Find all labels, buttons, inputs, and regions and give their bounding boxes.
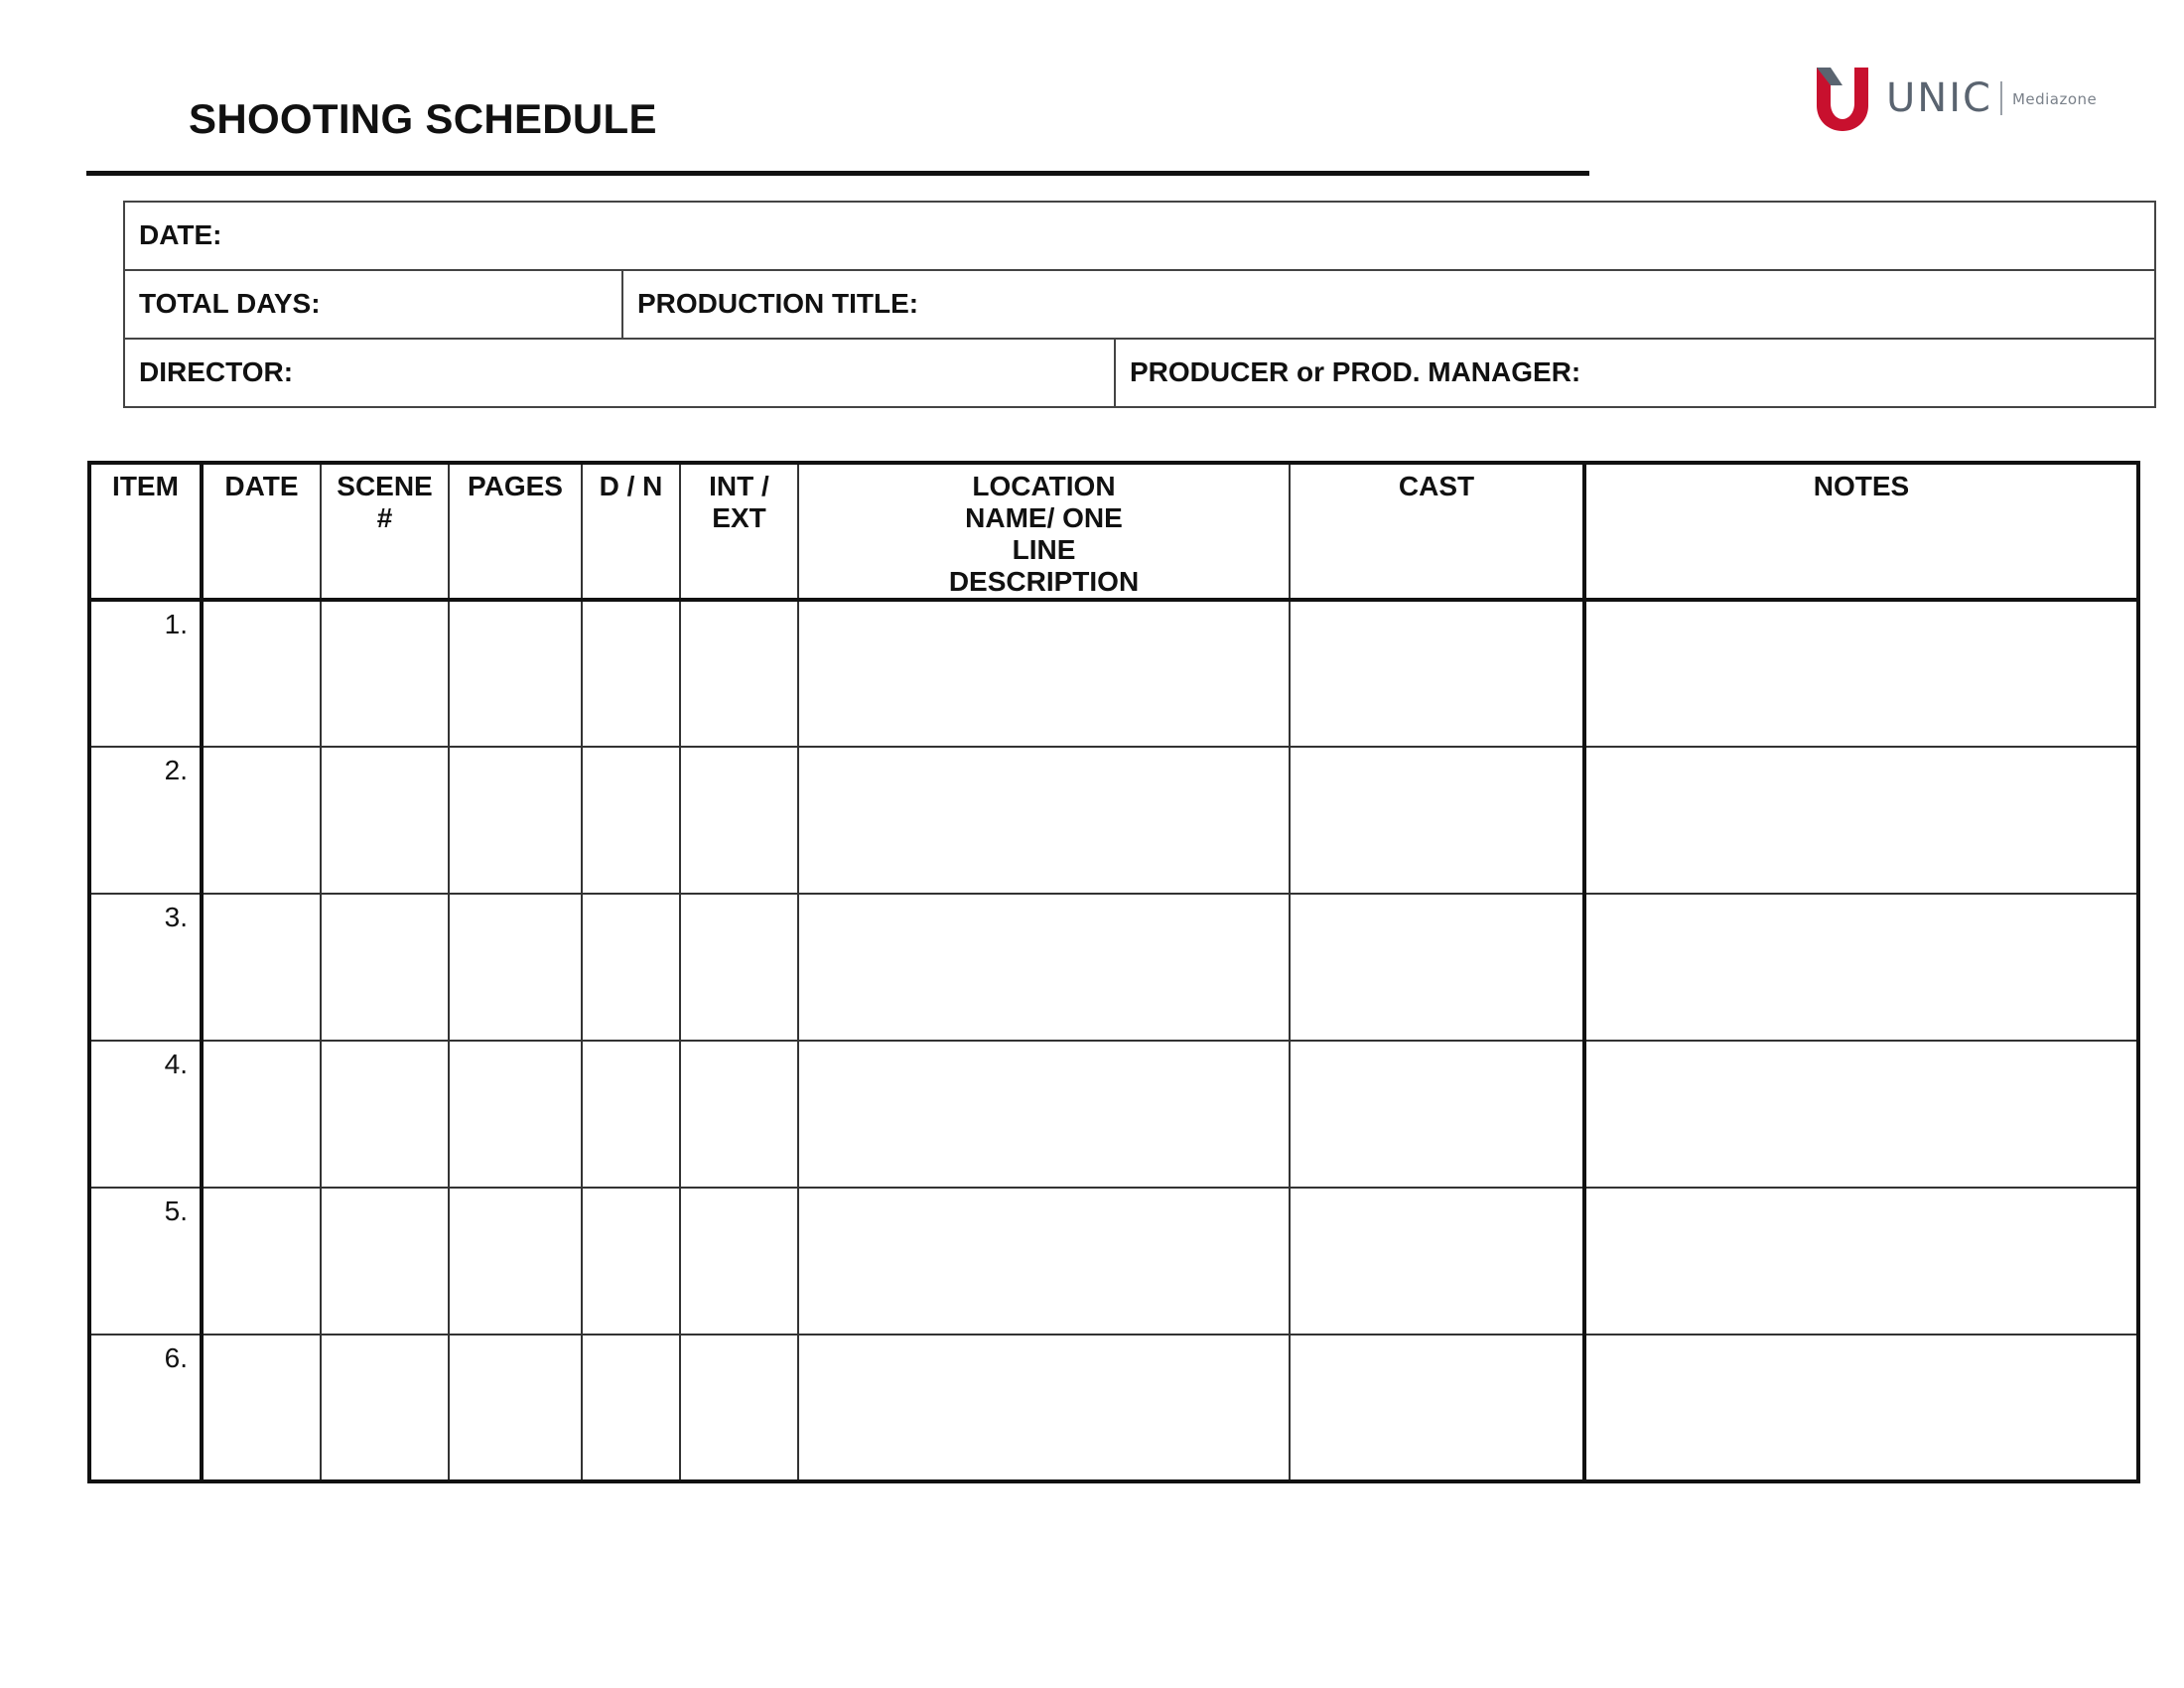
column-header-notes: NOTES xyxy=(1584,463,2138,600)
cell-cast[interactable] xyxy=(1290,747,1584,894)
cell-date[interactable] xyxy=(202,747,321,894)
column-header-scene xyxy=(321,463,449,600)
unic-shield-icon xyxy=(1813,64,1872,133)
cell-notes[interactable] xyxy=(1584,1188,2138,1335)
info-row-director-producer xyxy=(125,340,2154,406)
cell-notes[interactable] xyxy=(1584,600,2138,747)
cell-scene[interactable] xyxy=(321,1335,449,1481)
table-row xyxy=(89,1335,2138,1481)
cell-pages[interactable] xyxy=(449,600,582,747)
cell-date[interactable] xyxy=(202,1041,321,1188)
info-row-days-title xyxy=(125,271,2154,340)
cell-item: 1. xyxy=(89,600,202,747)
cell-location[interactable] xyxy=(798,894,1290,1041)
unic-logo xyxy=(1813,64,2097,133)
table-row xyxy=(89,1041,2138,1188)
cell-cast[interactable] xyxy=(1290,600,1584,747)
date-label: DATE: xyxy=(139,219,222,250)
cell-pages[interactable] xyxy=(449,1188,582,1335)
cell-item: 4. xyxy=(89,1041,202,1188)
total-days-field[interactable] xyxy=(125,271,621,338)
column-header-dn: D / N xyxy=(582,463,680,600)
table-row xyxy=(89,894,2138,1041)
cell-date[interactable] xyxy=(202,600,321,747)
column-header-item: ITEM xyxy=(89,463,202,600)
cell-notes[interactable] xyxy=(1584,747,2138,894)
column-header-date: DATE xyxy=(202,463,321,600)
producer-label: PRODUCER or PROD. MANAGER: xyxy=(1130,356,1581,387)
date-field[interactable] xyxy=(125,203,2154,269)
table-row xyxy=(89,600,2138,747)
cell-notes[interactable] xyxy=(1584,894,2138,1041)
cell-date[interactable] xyxy=(202,1335,321,1481)
cell-location[interactable] xyxy=(798,1188,1290,1335)
cell-scene[interactable] xyxy=(321,894,449,1041)
column-header-cast: CAST xyxy=(1290,463,1584,600)
cell-item: 3. xyxy=(89,894,202,1041)
table-row xyxy=(89,747,2138,894)
cell-intext[interactable] xyxy=(680,747,798,894)
total-days-label: TOTAL DAYS: xyxy=(139,288,321,319)
cell-pages[interactable] xyxy=(449,894,582,1041)
director-label: DIRECTOR: xyxy=(139,356,294,387)
cell-pages[interactable] xyxy=(449,1041,582,1188)
cell-scene[interactable] xyxy=(321,1041,449,1188)
logo-wordmark: UNIC xyxy=(1886,75,1992,121)
cell-item: 5. xyxy=(89,1188,202,1335)
cell-dn[interactable] xyxy=(582,600,680,747)
production-info-block xyxy=(123,201,2156,408)
cell-scene[interactable] xyxy=(321,600,449,747)
table-row xyxy=(89,1188,2138,1335)
cell-dn[interactable] xyxy=(582,747,680,894)
production-title-field[interactable] xyxy=(621,271,2154,338)
producer-field[interactable] xyxy=(1114,340,2154,406)
title-divider xyxy=(86,171,1589,176)
logo-subtitle: Mediazone xyxy=(2011,90,2098,108)
cell-scene[interactable] xyxy=(321,1188,449,1335)
production-title-label: PRODUCTION TITLE: xyxy=(637,288,919,319)
column-header-location xyxy=(798,463,1290,600)
cell-cast[interactable] xyxy=(1290,1335,1584,1481)
cell-item: 6. xyxy=(89,1335,202,1481)
scene-header-text: SCENE # xyxy=(337,471,433,533)
cell-item: 2. xyxy=(89,747,202,894)
cell-notes[interactable] xyxy=(1584,1335,2138,1481)
cell-intext[interactable] xyxy=(680,894,798,1041)
cell-date[interactable] xyxy=(202,1188,321,1335)
shooting-schedule-table xyxy=(87,461,2140,1483)
info-row-date xyxy=(125,203,2154,271)
table-header-row xyxy=(89,463,2138,600)
cell-location[interactable] xyxy=(798,1335,1290,1481)
location-header-text: LOCATION NAME/ ONE LINE DESCRIPTION xyxy=(948,471,1140,597)
cell-dn[interactable] xyxy=(582,1041,680,1188)
cell-scene[interactable] xyxy=(321,747,449,894)
cell-date[interactable] xyxy=(202,894,321,1041)
cell-cast[interactable] xyxy=(1290,1041,1584,1188)
cell-cast[interactable] xyxy=(1290,1188,1584,1335)
cell-dn[interactable] xyxy=(582,894,680,1041)
cell-pages[interactable] xyxy=(449,747,582,894)
cell-dn[interactable] xyxy=(582,1335,680,1481)
page-title: SHOOTING SCHEDULE xyxy=(189,95,657,142)
cell-location[interactable] xyxy=(798,747,1290,894)
cell-dn[interactable] xyxy=(582,1188,680,1335)
cell-location[interactable] xyxy=(798,1041,1290,1188)
cell-intext[interactable] xyxy=(680,600,798,747)
cell-location[interactable] xyxy=(798,600,1290,747)
cell-intext[interactable] xyxy=(680,1335,798,1481)
cell-notes[interactable] xyxy=(1584,1041,2138,1188)
cell-pages[interactable] xyxy=(449,1335,582,1481)
director-field[interactable] xyxy=(125,340,1114,406)
logo-separator xyxy=(2000,81,2002,115)
intext-header-text: INT / EXT xyxy=(709,471,769,533)
cell-cast[interactable] xyxy=(1290,894,1584,1041)
column-header-intext xyxy=(680,463,798,600)
cell-intext[interactable] xyxy=(680,1188,798,1335)
cell-intext[interactable] xyxy=(680,1041,798,1188)
column-header-pages: PAGES xyxy=(449,463,582,600)
